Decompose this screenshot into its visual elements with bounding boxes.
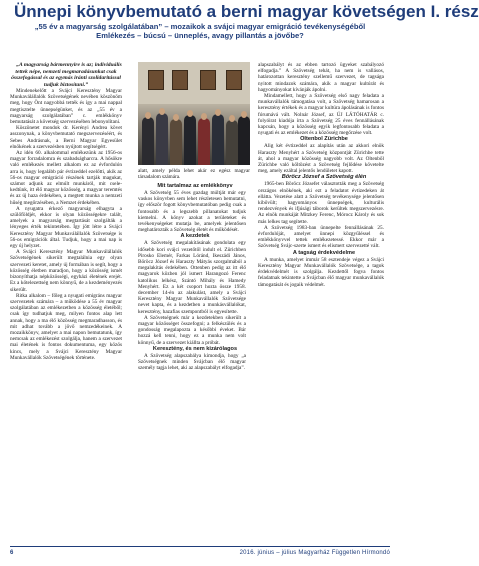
paragraph: A Szövetségnek már a kezdetekben sikerült a magyar közösséget összefogni; a felkészülés és a gondosság megalapozta a későbbi éveket. Bár hozzá kell tenni, hogy ez a munka nem volt könnyű, de a szervezet kiállta a próbát. [138, 314, 246, 346]
paragraph: A munka, amelyet immár 58 esztendeje végez a Svájci Keresztény Magyar Munkavállalók Szövetsége, a tagok érdekvédelmét is szolgálja. Kezdettől fogva fontos feladatnak tekintette a Svájcban élő magyar munkavállalók támogatását és jogaik védelmét. [258, 256, 384, 288]
text-column-3 [258, 62, 384, 526]
paragraph: Ritka alkalom – főleg a nyugati emigráns magyar szervezetek számára – a működése a 55 év magyar szolgálatában az emlékezetben a közösség életéből; csak így tudhatjuk meg, milyen fontos alap lett annak, hogy a ma élő közösség megmaradhasson, és mit adhat tovább a jövő nemzedékeinek. A mozaikkönyv, amelyet a mai napon bemutatunk, így nemcsak az emlékezést szolgálja, hanem a szervezet mai életének is fontos dokumentuma, egy közös kincs, mely a Svájci Keresztény Magyar Munkavállalók Szövetségének története. [10, 292, 122, 361]
person-figure [226, 120, 238, 165]
paragraph: Alig két évtizeddel az alapítás után az akkori elnök Haraszty Menyhért a Szövetség központját Zürichbe tette át, ahol a magyar közösség nagyobb volt. Az Oltenből Zürichbe való költözést a Szövetség fejlődése követelte meg, amely ezáltal jelentős lendületet kapott. [258, 143, 384, 175]
paragraph: Köszönetet mondok dr. Kerényi Andrea követ asszonynak, a könyvbemutató megszervezéséért, és Sebes Andrásnak, a Berni Magyar Egyesület elnökének a szervezésben nyújtott segítségért. [10, 125, 122, 150]
wall-painting [172, 70, 188, 90]
paragraph: A Szövetség 55 éves gazdag múltját már egy vaskos könyvben sem lehet részletesen bemutatni, így először fogott könyvbemutatóban pedig csak a fontosabb és a legszebb pillanatokat tudjuk kiemelni. A könyv azokat a területeket és tevékenységeket mutatja be, amelyek jelentősen meghatározták a Szövetség életét és működését. [138, 190, 246, 234]
paragraph: A Szövetség alapszabálya kimondja, hogy „a Szövetségnek minden Svájcban élő magyar személy tagja lehet, aki az alapszabályt elfogadja”. [138, 352, 246, 372]
paragraph: 1965-ben Böröcz Józsefet választották meg a Szövetség országos elnökének, aki ezt a feladatot évtizedeken át ellátta. Vezetése alatt a Szövetség tevékenysége jelentősen kibővült; hagyományos ünnepségek, kulturális rendezvények és ifjúsági táborok kerültek megszervezésre. Az elnök munkáját Mitzkey Ferenc, Mórocz Károly és sok más lelkes tag segítette. [258, 181, 384, 225]
paragraph: A Szövetség megalakításának gondolata egy idősebb kori svájci vezetőtől indult el. Zürichben Pirosko Elemér, Farkas Lóránd, Ikeszádi János, Böröcz József és Haraszty Mátyás szorgalmából a megalakítás érdekében. Ottenben pedig az itt élő magyarok közben jól ismert Harangozó Ferenc katolikus lelkész, Szántó Mihály és Hamedy Menyhért. Ez a két csoport hozta össze 1958. december 14-én az alakulást, amely a Svájci Keresztény Magyar Munkavállalók Szövetsége nevet kapta, és a kezdetben a munkásvállalókat, keresztény, hazafias szempontból is egyesítette. [138, 240, 246, 315]
person-figure [170, 119, 182, 165]
section-heading: Mit tartalmaz az emlékkönyv [157, 183, 233, 189]
paragraph: A Szövetség 1983-ban ünnepelte fennállásának 25. évfordulóját, amelyet ünnepi közgyűléssel és emlékkönyvvel tettek emlékezetessé. Ekkor már a Szövetség Svájc-szerte ismert és elismert szervezetté vált. [258, 224, 384, 250]
section-heading: A tagság érdekvédelme [292, 249, 356, 256]
section-heading: Oltenbol Zürichbe [300, 136, 348, 143]
person-head [229, 115, 235, 122]
person-head [173, 114, 179, 121]
paragraph: A nyugatra érkező magyarság elhagyta a szülőföldjét, ekkor is olyan közösségekre talált, amelyek a magyarság megtartását szolgálták a lényeges érték tekintetében. Így jött létre a Svájci Keresztény Magyar Munkaválállalók Szövetsége is 56-os emigrációk által. Tudjuk, hogy a mai nap is egy új helyzet. [10, 205, 122, 250]
article-subtitle: „55 év a magyarság szolgálatában” – mozaikok a svájci magyar emigráció tevékenységéből Emlékezés – búcsú – ünneplés, avagy pillantás a jövőbe? [34, 22, 366, 41]
page-number: 6 [10, 550, 14, 556]
paragraph: Mindamellett, hogy a Szövetség első nagy feladata a munkavállalók támogatása volt, a Szövetség hamarosan a keresztény értékek és a magyar kultúra ápolásának is fontos fórumává vált. Nolnár József, az ÚJ LÁTÓHATÁR c. folyóirat kiadója írta a Szövetség 25 éves fennállásának kapcsán, hogy a közösség egyik legfontosabb feladata a nyugati és az emlékezet és a közösség megőrzése volt. [258, 93, 384, 137]
person-head [145, 112, 151, 119]
person-head [187, 110, 193, 117]
paragraph: A Svájci Keresztény Magyar Munkaválállalók Szövetségének sikerült megtalálnia egy olyan szervezeti keretet, amely új formában is segít, hogy a közösség életben maradjon, hogy a közösség ismét bizonyíthatja népközösségi, egyházi életének erejét. Ez a kötelezettség nem könnyű, de a kezdeményezés sikerült. [10, 249, 122, 293]
person-figure [198, 118, 210, 165]
lead-quote: „A magyarság bármennyire is az; individuális tettek népe, nemzeti megmaradásunkat csak összefogással és az egymás iránti szolidaritással tudjuk biztosítani.” [11, 62, 122, 88]
person-head [201, 113, 207, 120]
section-heading: A kezdetek [180, 233, 210, 240]
person-head [241, 111, 247, 118]
wall-painting [200, 70, 216, 90]
paragraph: Mindenekelőtt a Svájci Keresztény Magyar Munkaválállalók Szövetségének nevében köszönöm meg, hogy Önt nagyobbá tették és így a mai nappal megtisztelte ünnepségünket, és az „55 év a magyarság szolgálatában” c. emlékkönyv bemutatását a követség szervezésében lebonyolítani. [10, 88, 122, 126]
text-column-2 [138, 183, 246, 526]
section-heading: Böröcz József a Szövetség élén [281, 174, 367, 181]
person-head [159, 108, 165, 115]
text-column-1 [10, 62, 122, 526]
wall-painting [148, 70, 164, 90]
article-title: Ünnepi könyvbemutató a berni magyar követségen I. rész [14, 2, 479, 21]
person-head [215, 109, 221, 116]
person-figure [156, 113, 168, 165]
section-heading: Keresztény, és nem kizárólagos [152, 345, 238, 352]
photo-caption: alatt, amely példa lehet akár ez egész magyar társadalom számára. [138, 168, 250, 181]
page-footer [10, 546, 390, 557]
person-figure [212, 114, 224, 165]
person-figure [238, 116, 250, 165]
person-figure [184, 115, 196, 165]
event-photo [138, 62, 250, 165]
issue-info: 2016. június – július Magyarház Független Hírmondó [239, 550, 390, 556]
wall-painting [226, 70, 242, 90]
paragraph: Az idén 60. alkalommal emlékezünk az 1956-os magyar forradalomra és szabadságharcra. A hősökre való emlékezés mellett alkalom ez az évfordulón arra is, hogy legalább pár évtizeddel ezelőtti, akik az 56-os magyar emigráció részének tartják magukat, számot adjunk az elmúlt munkáról, mit cselekedtünk, itt élő magyar közösség, a magyar teremtés és az új haza érdekében, a megtett munka a nemzeti hűség megőrzésében, a Nemzet érdekében. [10, 150, 122, 206]
person-figure [142, 117, 154, 165]
paragraph: alapszabályt és az ebben tartozó ügyeket szabályozó elfogadja.” A Szövetség tehát, ha nem is vallásos, határozottan keresztény szellemű szervezet, de tagsága nyitott mindazok számára, akik a magyar kultúrát és hagyományokat kívánják ápolni. [258, 62, 384, 93]
